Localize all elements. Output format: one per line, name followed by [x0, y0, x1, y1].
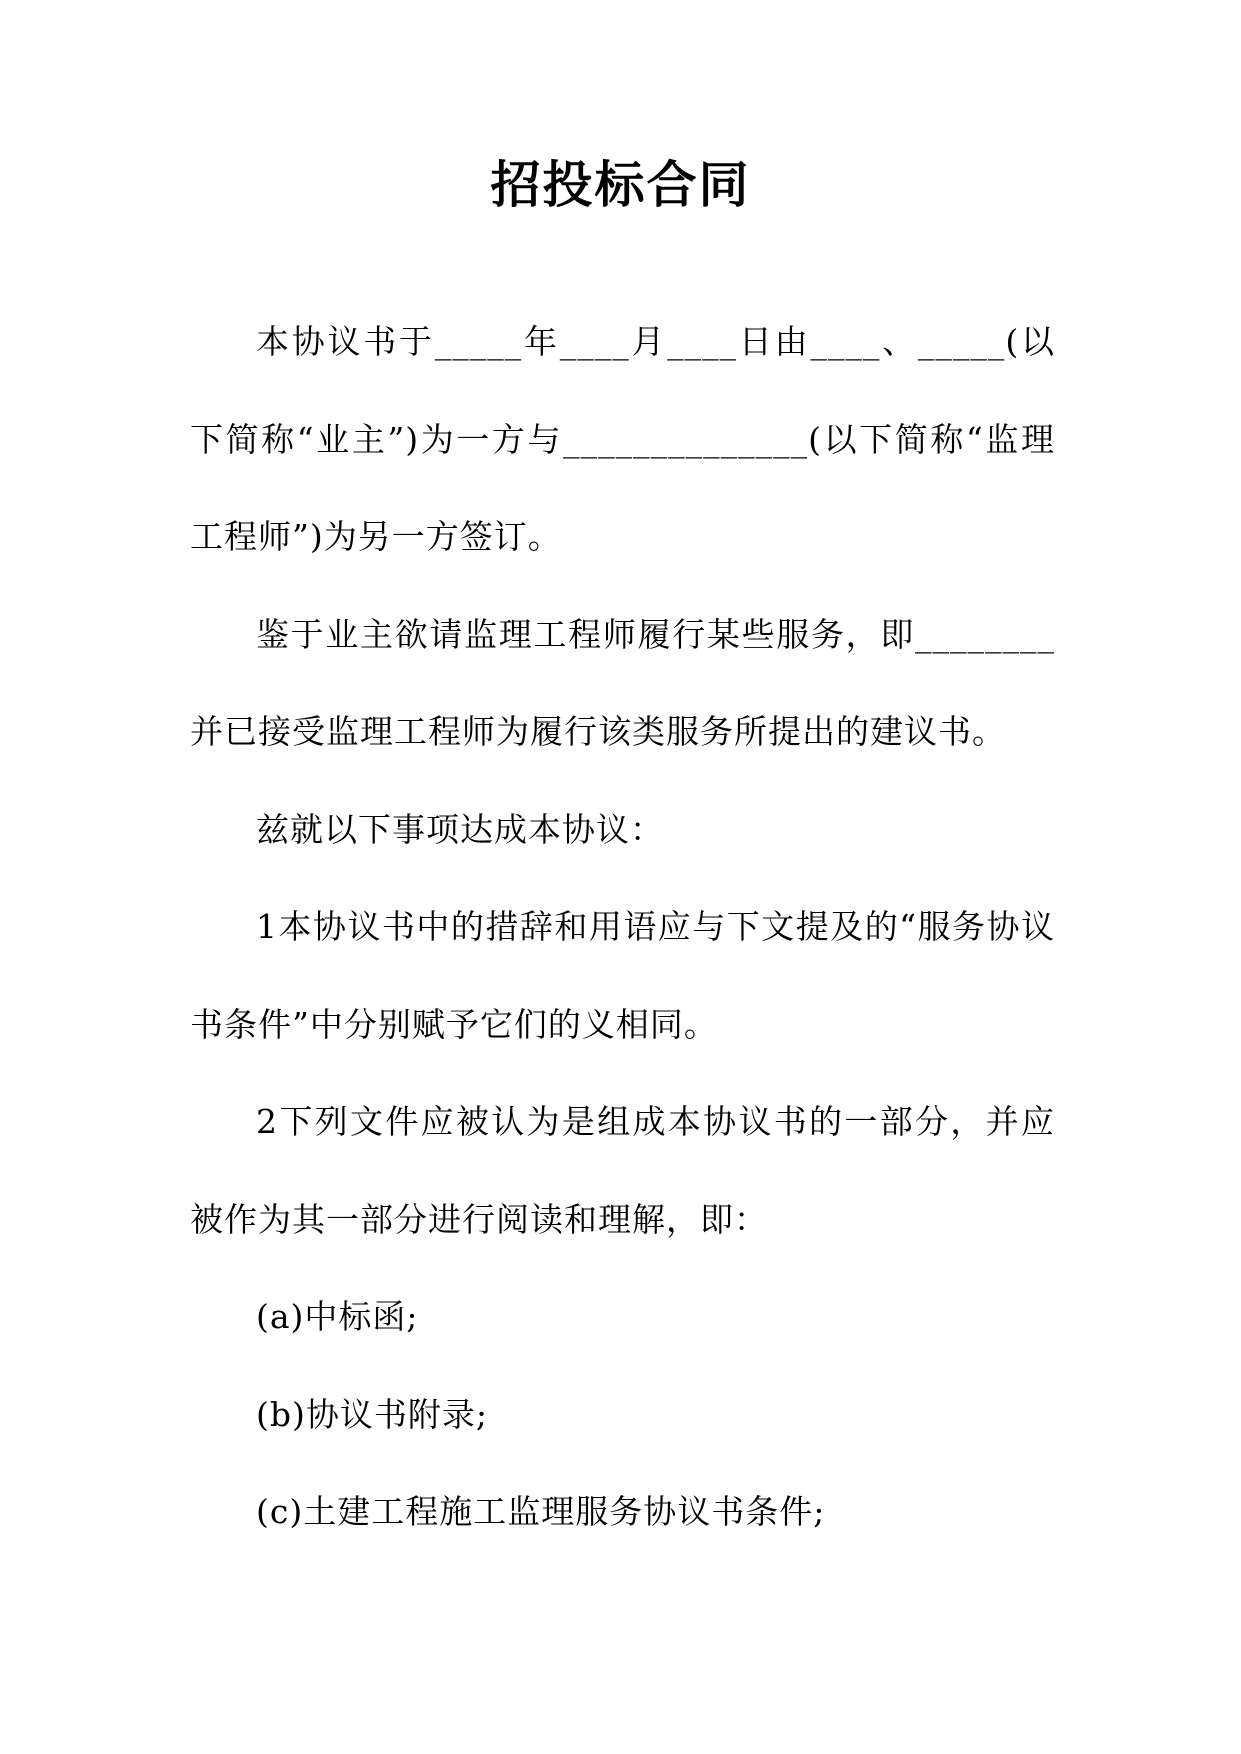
- paragraph-agreement-parties: 本协议书于_____年____月____日由____、_____(以下简称“业主”)为一方与______________(以下简称“监理工程师”)为另一方签订。: [190, 322, 1055, 556]
- paragraph-clause-2: 2下列文件应被认为是组成本协议书的一部分，并应被作为其一部分进行阅读和理解，即：: [190, 1102, 1055, 1239]
- paragraph-agreement-intro: 兹就以下事项达成本协议：: [256, 809, 664, 849]
- paragraph-clause-1: 1本协议书中的措辞和用语应与下文提及的“服务协议书条件”中分别赋予它们的义相同。: [190, 907, 1055, 1044]
- document-body: [190, 293, 1055, 1561]
- list-item-service-conditions: (c)土建工程施工监理服务协议书条件;: [256, 1492, 826, 1531]
- list-item-award-letter: (a)中标函;: [256, 1297, 419, 1336]
- document-title: 招投标合同: [490, 156, 751, 214]
- paragraph-services: 鉴于业主欲请监理工程师履行某些服务，即________并已接受监理工程师为履行该类服务所提出的建议书。: [190, 614, 1055, 751]
- list-item-appendix: (b)协议书附录;: [256, 1394, 488, 1434]
